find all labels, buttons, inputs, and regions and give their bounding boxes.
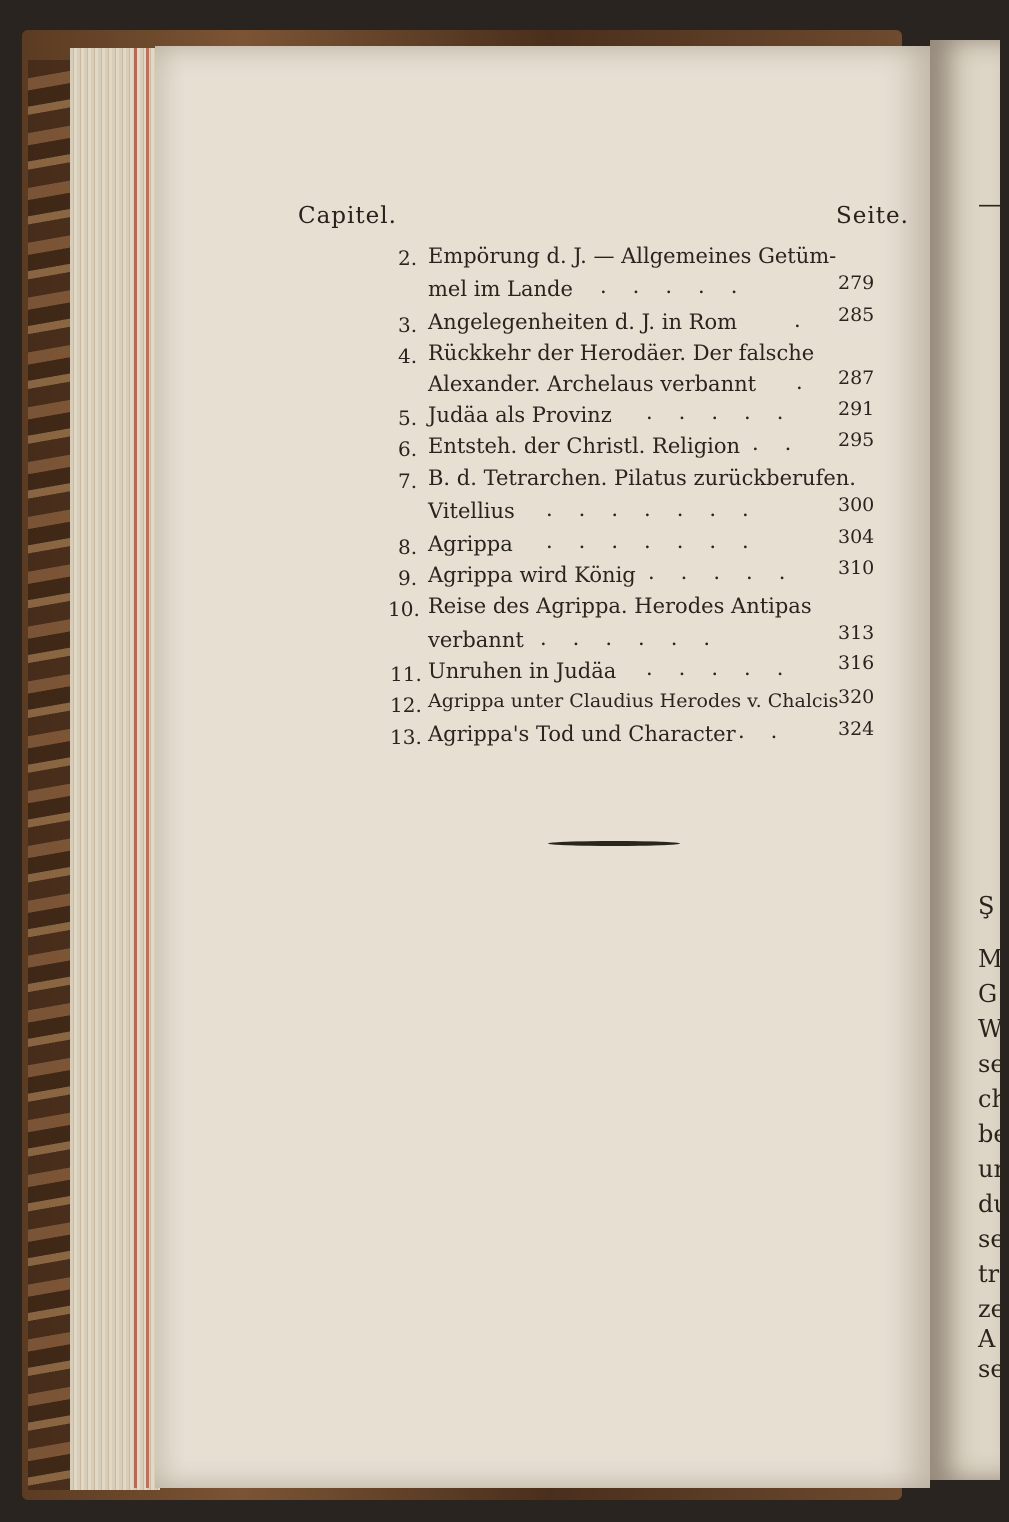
toc-entry-title: Angelegenheiten d. J. in Rom — [428, 310, 738, 334]
toc-entry-title: B. d. Tetrarchen. Pilatus zurückberufen. — [428, 466, 856, 490]
facing-page-fragment: se — [978, 1225, 1005, 1253]
toc-entry-page: 324 — [838, 718, 875, 740]
toc-entry-page: 279 — [838, 272, 875, 294]
toc-entry-page: 295 — [838, 429, 875, 451]
toc-entry-title: Rückkehr der Herodäer. Der falsche — [428, 341, 815, 365]
toc-leader-dots: ....... — [546, 497, 775, 521]
facing-page-fragment: un — [978, 1155, 1009, 1183]
toc-leader-dots: ....... — [546, 529, 775, 553]
toc-entry-number: 7. — [398, 469, 418, 493]
facing-page-fragment: du — [978, 1190, 1009, 1218]
toc-leader-dots: . — [794, 308, 827, 332]
facing-page-fragment: ch — [978, 1085, 1007, 1113]
toc-leader-dots: ..... — [600, 274, 764, 298]
toc-entry-number: 13. — [390, 725, 422, 749]
facing-page-fragment: G — [978, 980, 998, 1008]
toc-leader-dots: . — [796, 370, 829, 394]
facing-page-fragment: be — [978, 1120, 1008, 1148]
toc-entry-page: 304 — [838, 526, 875, 548]
toc-entry-title: Agrippa's Tod und Character — [428, 722, 736, 746]
toc-entry-number: 9. — [398, 566, 418, 590]
facing-page-fragment: tr — [978, 1260, 1000, 1288]
toc-entry-title: Agrippa — [428, 532, 513, 556]
red-page-edge — [134, 48, 137, 1488]
toc-entry-page: 310 — [838, 557, 875, 579]
toc-entry-title: Empörung d. J. — Allgemeines Getüm- — [428, 244, 837, 268]
toc-leader-dots: ..... — [646, 400, 810, 424]
toc-entry-number: 6. — [398, 437, 418, 461]
toc-entry-title: Judäa als Provinz — [428, 403, 612, 427]
toc-leader-dots: .. — [738, 719, 804, 743]
toc-entry-page: 313 — [838, 622, 875, 644]
toc-entry-number: 12. — [390, 693, 422, 717]
toc-entry-page: 291 — [838, 398, 875, 420]
red-page-edge — [146, 48, 149, 1488]
toc-entry-page: 287 — [838, 367, 875, 389]
facing-page-fragment: — — [978, 190, 1002, 218]
toc-entry-number: 2. — [398, 246, 418, 270]
toc-entry-title: Agrippa wird König — [428, 563, 636, 587]
toc-entry-title: Agrippa unter Claudius Herodes v. Chalcis — [428, 690, 839, 712]
toc-entry-page: 316 — [838, 652, 875, 674]
toc-entry-title-cont: Alexander. Archelaus verbannt — [428, 372, 757, 396]
toc-leader-dots: ..... — [646, 656, 810, 680]
toc-entry-number: 5. — [398, 406, 418, 430]
chapter-column-header: Capitel. — [298, 203, 397, 229]
toc-entry-number: 10. — [388, 597, 420, 621]
facing-page — [930, 40, 1009, 1480]
facing-page-fragment: M — [978, 945, 1003, 973]
toc-entry-number: 8. — [398, 535, 418, 559]
facing-page-fragment: Ş — [978, 892, 995, 920]
toc-entry-page: 285 — [838, 304, 875, 326]
facing-page-fragment: ze — [978, 1295, 1005, 1323]
toc-entry-title: Entsteh. der Christl. Religion — [428, 434, 741, 458]
toc-entry-number: 11. — [390, 662, 422, 686]
toc-leader-dots: ...... — [540, 626, 737, 650]
toc-entry-page: 300 — [838, 494, 875, 516]
facing-page-fragment: se — [978, 1355, 1005, 1383]
toc-entry-page: 320 — [838, 686, 875, 708]
page-column-header: Seite. — [836, 203, 909, 229]
toc-entry-number: 4. — [398, 344, 418, 368]
toc-entry-title-cont: verbannt — [428, 628, 524, 652]
toc-entry-number: 3. — [398, 313, 418, 337]
toc-entry-title-cont: mel im Lande — [428, 277, 573, 301]
facing-page-fragment: A — [978, 1325, 996, 1353]
toc-leader-dots: ..... — [648, 560, 812, 584]
toc-entry-title-cont: Vitellius — [428, 499, 515, 523]
facing-page-fragment: W — [978, 1015, 1003, 1043]
facing-page-fragment: se — [978, 1050, 1005, 1078]
end-ornament-rule — [548, 841, 680, 846]
toc-entry-title: Unruhen in Judäa — [428, 659, 617, 683]
toc-leader-dots: .. — [752, 431, 818, 455]
toc-entry-title: Reise des Agrippa. Herodes Antipas — [428, 594, 812, 618]
